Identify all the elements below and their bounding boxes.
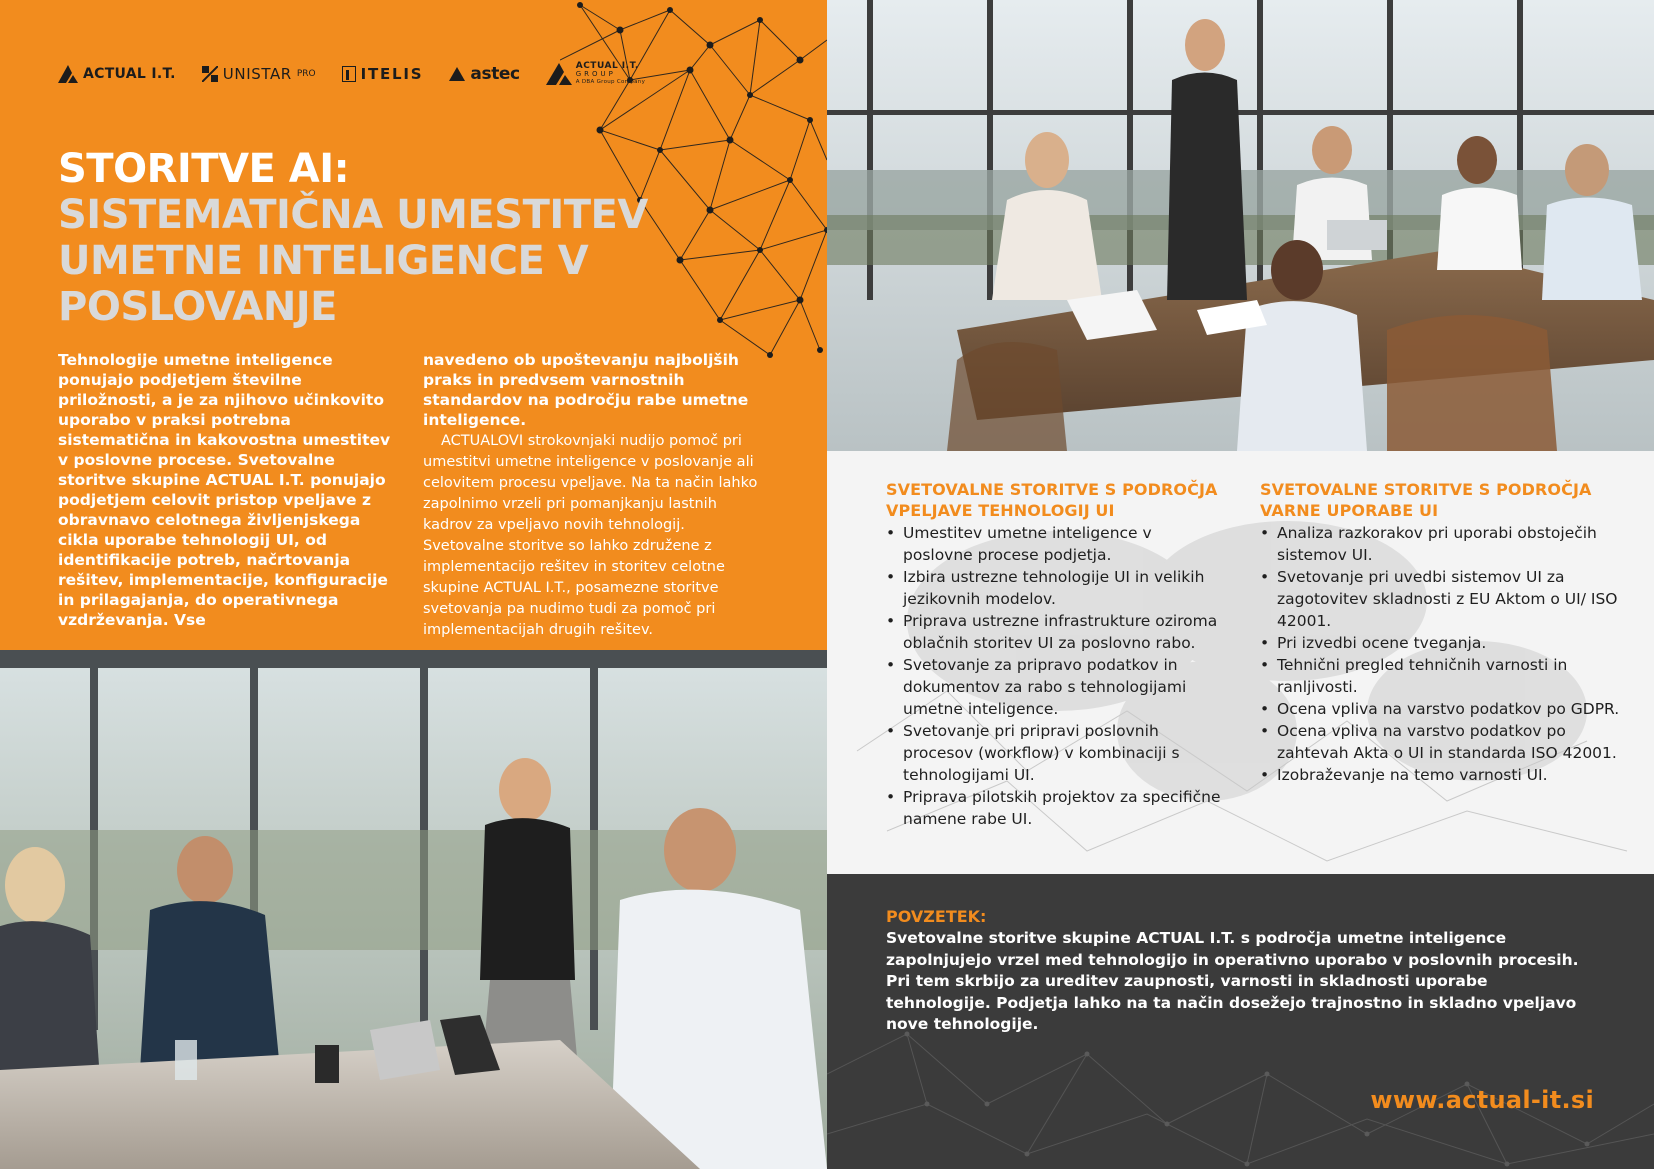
services-security — [1260, 479, 1620, 786]
list-item: • Svetovanje pri uvedbi sistemov UI za zagotovitev skladnosti z EU Aktom o UI/ ISO 42001. — [1260, 566, 1620, 632]
title-line-2: SISTEMATIČNA UMESTITEV UMETNE INTELIGENCE V POSLOVANJE — [58, 192, 648, 330]
astec-logo — [449, 64, 519, 84]
intro-panel — [0, 0, 827, 650]
list-item: • Umestitev umetne inteligence v poslovne procese podjetja. — [886, 522, 1226, 566]
unistar-logo-icon — [202, 66, 218, 82]
meeting-photo-bottom — [0, 650, 827, 1169]
list-item: • Priprava pilotskih projektov za specifične namene rabe UI. — [886, 786, 1226, 830]
list-item: • Svetovanje pri pripravi poslovnih procesov (workflow) v kombinaciji s tehnologijami UI. — [886, 720, 1226, 786]
itelis-logo-icon — [342, 66, 356, 82]
actual-it-logo-text: ACTUAL I.T. — [83, 66, 176, 82]
list-item: • Tehnični pregled tehničnih varnosti in ranljivosti. — [1260, 654, 1620, 698]
unistar-logo-text: UNISTAR — [222, 65, 292, 83]
summary-text: Svetovalne storitve skupine ACTUAL I.T. s področja umetne inteligence zapolnjujejo vrzel med tehnologijo in operativno uporabo v poslovnih procesih. Pri tem skrbijo za ureditev zaupnosti, varnosti in skladnosti uporabe tehnologije. Podjetja lahko na ta način dosežejo trajnostno in skladno vpeljavo nove tehnologije. — [886, 929, 1579, 1033]
list-item: • Ocena vpliva na varstvo podatkov po GDPR. — [1260, 698, 1620, 720]
list-item: • Ocena vpliva na varstvo podatkov po zahtevah Akta o UI in standarda ISO 42001. — [1260, 720, 1620, 764]
intro-column-1: Tehnologije umetne inteligence ponujajo podjetjem številne priložnosti, a je za njihovo učinkovito uporabo v praksi potrebna sistematična in kakovostna umestitev v poslovne procese. Svetovalne storitve skupine ACTUAL I.T. ponujajo podjetjem celovit pristop vpeljave z obravnavo celotnega življenjskega cikla uporabe tehnologij UI, od identifikacije potreb, načrtovanja rešitev, implementacije, konfiguracije in prilagajanja, do operativnega vzdrževanja. Vse — [58, 351, 391, 629]
meeting-photo-top — [827, 0, 1654, 451]
list-item: • Svetovanje za pripravo podatkov in dokumentov za rabo s tehnologijami umetne inteligence. — [886, 654, 1226, 720]
partner-logos — [58, 60, 645, 88]
list-item: • Priprava ustrezne infrastrukture oziroma oblačnih storitev UI za poslovno rabo. — [886, 610, 1226, 654]
unistar-logo — [202, 65, 316, 83]
intro-col2-light: ACTUALOVI strokovnjaki nudijo pomoč pri umestitvi umetne inteligence v poslovanje ali celovitem procesu vpeljave. Na ta način lahko zapolnimo vrzeli pri pomanjkanju lastnih kadrov za vpeljavo novih tehnologij. Svetovalne storitve so lahko združene z implementacijo rešitev in storitev celotne skupine ACTUAL I.T., posamezne storitve svetovanja pa nudimo tudi za pomoč pri implementacijah drugih rešitev. — [423, 433, 758, 638]
intro-col2-bold: navedeno ob upoštevanju najboljših praks in predvsem varnostnih standardov na področju rabe umetne inteligence. — [423, 351, 749, 429]
page-title — [58, 146, 698, 330]
group-logo-line3: A DBA Group Company — [575, 79, 646, 85]
summary-heading: POVZETEK: — [886, 907, 987, 926]
services-implementation-list — [886, 522, 1226, 830]
services-implementation — [886, 479, 1226, 830]
website-link[interactable]: www.actual-it.si — [1370, 1086, 1594, 1114]
actual-group-logo-icon — [546, 63, 572, 85]
itelis-logo — [342, 65, 424, 83]
actual-it-logo-icon — [58, 65, 78, 83]
list-item: • Izbira ustrezne tehnologije UI in velikih jezikovnih modelov. — [886, 566, 1226, 610]
list-item: • Izobraževanje na temo varnosti UI. — [1260, 764, 1620, 786]
summary-section — [827, 874, 1654, 1169]
group-logo-line1: ACTUAL I.T. — [575, 61, 639, 71]
group-logo-line2: GROUP — [575, 70, 616, 78]
actual-group-logo — [546, 62, 645, 86]
intro-column-2 — [423, 350, 768, 640]
services-implementation-heading: SVETOVALNE STORITVE S PODROČJA VPELJAVE TEHNOLOGIJ UI — [886, 480, 1218, 520]
services-security-heading: SVETOVALNE STORITVE S PODROČJA VARNE UPORABE UI — [1260, 480, 1592, 520]
services-section — [827, 451, 1654, 874]
actual-it-logo — [58, 65, 176, 83]
list-item: • Analiza razkorakov pri uporabi obstoječih sistemov UI. — [1260, 522, 1620, 566]
unistar-logo-suffix: PRO — [296, 69, 316, 79]
title-line-1: STORITVE AI: — [58, 146, 350, 192]
astec-logo-icon — [449, 67, 465, 81]
itelis-logo-text: ITELIS — [360, 65, 424, 83]
astec-logo-text: astec — [470, 64, 520, 84]
list-item: • Pri izvedbi ocene tveganja. — [1260, 632, 1620, 654]
services-security-list — [1260, 522, 1620, 786]
